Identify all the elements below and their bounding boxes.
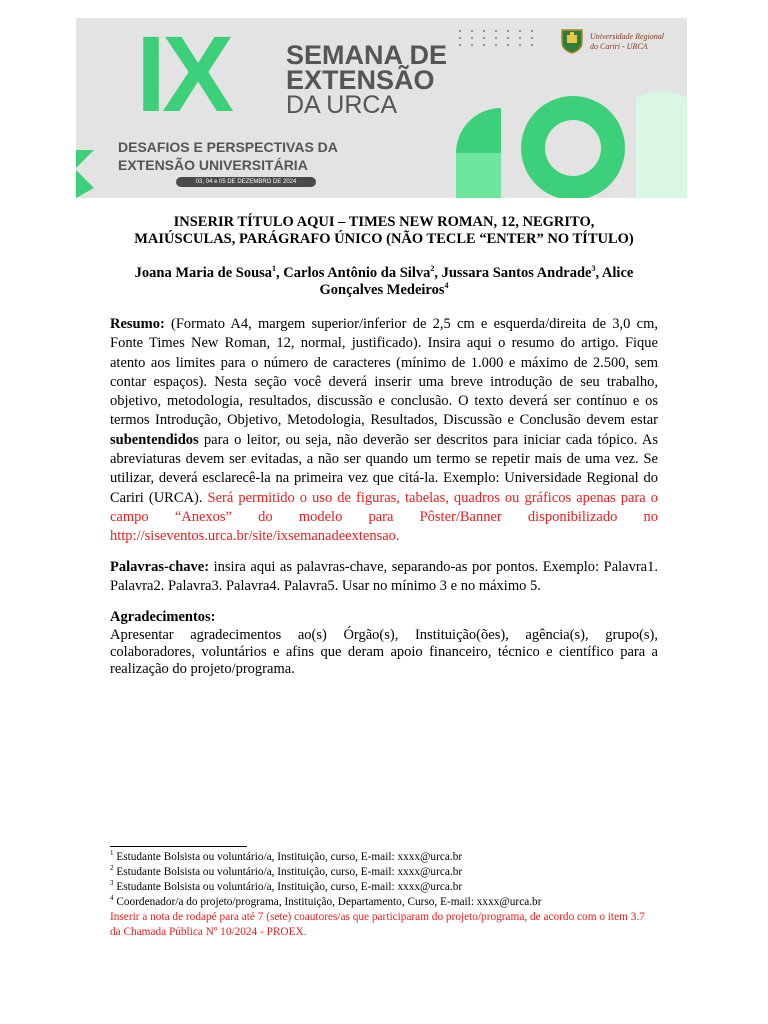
authors-line1: [110, 265, 658, 282]
abstract-attachment-note: Será permitido o uso de figuras, tabelas, quadros ou gráficos apenas para o campo “Anexos” do modelo para Pôster/Banner disponibilizado no http://siseventos.urca.br/site/ixsemanadeextensao.: [110, 489, 658, 545]
author-separator: , Alice: [595, 265, 634, 281]
authors-line2: [110, 282, 658, 299]
footnote-text: Estudante Bolsista ou voluntário/a, Instituição, curso, E-mail: xxxx@urca.br: [113, 866, 463, 878]
footnote-item: [110, 880, 658, 895]
acknowledgements-label: Agradecimentos:: [110, 609, 216, 625]
author-name: Jussara Santos Andrade: [441, 265, 592, 281]
author-separator: ,: [276, 265, 284, 281]
title-line2: MAIÚSCULAS, PARÁGRAFO ÚNICO (NÃO TECLE “ENTER” NO TÍTULO): [134, 231, 634, 247]
author-footnote-ref: 1: [272, 264, 277, 274]
footnote-instruction-note: Inserir a nota de rodapé para até 7 (sete) coautores/as que participaram do projeto/programa, de acordo com o item 3.7 da Chamada Pública Nº 10/2024 - PROEX.: [110, 911, 645, 938]
acknowledgements-text: Apresentar agradecimentos ao(s) Órgão(s), Instituição(ões), agência(s), grupo(s), colaboradores, voluntários e afins que deram apoio financeiro, técnico e científico para a realização do projeto/programa.: [110, 627, 658, 677]
author-footnote-ref: 2: [430, 264, 435, 274]
abstract-text: (Formato A4, margem superior/inferior de 2,5 cm e esquerda/direita de 3,0 cm, Fonte Times New Roman, 12, normal, justificado). Insira aqui o resumo do artigo. Fique atento aos limites para o número de caracteres (mínimo de 1.000 e máximo de 2.500, sem contar espaços). Nesta seção você deverá inserir uma breve introdução de seu trabalho, objetivo, metodologia, resultados, discussão e conclusão. O texto deverá ser contínuo e os termos Introdução, Objetivo, Metodologia, Resultados, Discussão e Conclusão devem estar: [110, 316, 658, 429]
author-footnote-ref: 4: [444, 281, 449, 291]
banner-title-line2: EXTENSÃO: [286, 65, 435, 95]
dot-grid-decoration: [456, 28, 546, 48]
footnote-number: 4: [110, 894, 114, 903]
event-date-badge: 03, 04 e 05 DE DEZEMBRO DE 2024: [176, 177, 316, 187]
footnote-separator: [110, 846, 247, 847]
footnote-text: Coordenador/a do projeto/programa, Instituição, Departamento, Curso, E-mail: xxxx@urca.br: [113, 896, 542, 908]
author-name: Gonçalves Medeiros: [319, 282, 445, 298]
abstract-label: Resumo:: [110, 316, 165, 332]
abstract-bold-term: subentendidos: [110, 431, 199, 448]
footnote-text: Estudante Bolsista ou voluntário/a, Instituição, curso, E-mail: xxxx@urca.br: [113, 851, 463, 863]
university-name-line1: Universidade Regional: [590, 32, 664, 41]
paper-title: [110, 214, 658, 248]
banner-subtitle-line1: DESAFIOS E PERSPECTIVAS DA: [118, 139, 338, 155]
banner-subtitle-line2: EXTENSÃO UNIVERSITÁRIA: [118, 157, 308, 173]
keywords-text: insira aqui as palavras-chave, separando-as por pontos. Exemplo: Palavra1. Palavra2. Palavra3. Palavra4. Palavra5. Usar no mínimo 3 e no máximo 5.: [110, 559, 658, 595]
acknowledgements-section: [110, 609, 658, 678]
abstract-text-continued: para o leitor, ou seja, não deverão ser descritos para iniciar cada tópico. As abreviaturas devem ser evitadas, a não ser quando um termo se repetir mais de uma vez. Se utilizar, deverá esclarecê-la na primeira vez que citá-la. Exemplo: Universidade Regional do Cariri (URCA).: [110, 431, 658, 506]
footnote-item: [110, 895, 658, 910]
author-footnote-ref: 3: [591, 264, 596, 274]
footnote-number: 1: [110, 849, 114, 858]
author-list: [110, 265, 658, 299]
university-name-line2: do Cariri - URCA: [590, 41, 648, 51]
event-banner: [76, 18, 687, 198]
keywords-section: [110, 558, 658, 597]
urca-shield-logo: [560, 28, 584, 54]
banner-title-line3: DA URCA: [286, 91, 398, 119]
footnote-item: [110, 850, 658, 865]
university-name: [590, 32, 685, 51]
footnote-item: [110, 865, 658, 880]
abstract-section: [110, 315, 658, 547]
footnote-number: 3: [110, 879, 114, 888]
footnote-text: Estudante Bolsista ou voluntário/a, Instituição, curso, E-mail: xxxx@urca.br: [113, 881, 463, 893]
author-name: Joana Maria de Sousa: [134, 265, 273, 281]
keywords-label: Palavras-chave:: [110, 559, 210, 575]
title-line1: INSERIR TÍTULO AQUI – TIMES NEW ROMAN, 12, NEGRITO,: [173, 214, 595, 230]
author-separator: ,: [434, 265, 442, 281]
edition-number: IX: [136, 18, 231, 134]
footnotes: [110, 850, 658, 940]
banner-title-line1: SEMANA DE: [286, 40, 448, 70]
author-name: Carlos Antônio da Silva: [283, 265, 431, 281]
footnote-number: 2: [110, 864, 114, 873]
